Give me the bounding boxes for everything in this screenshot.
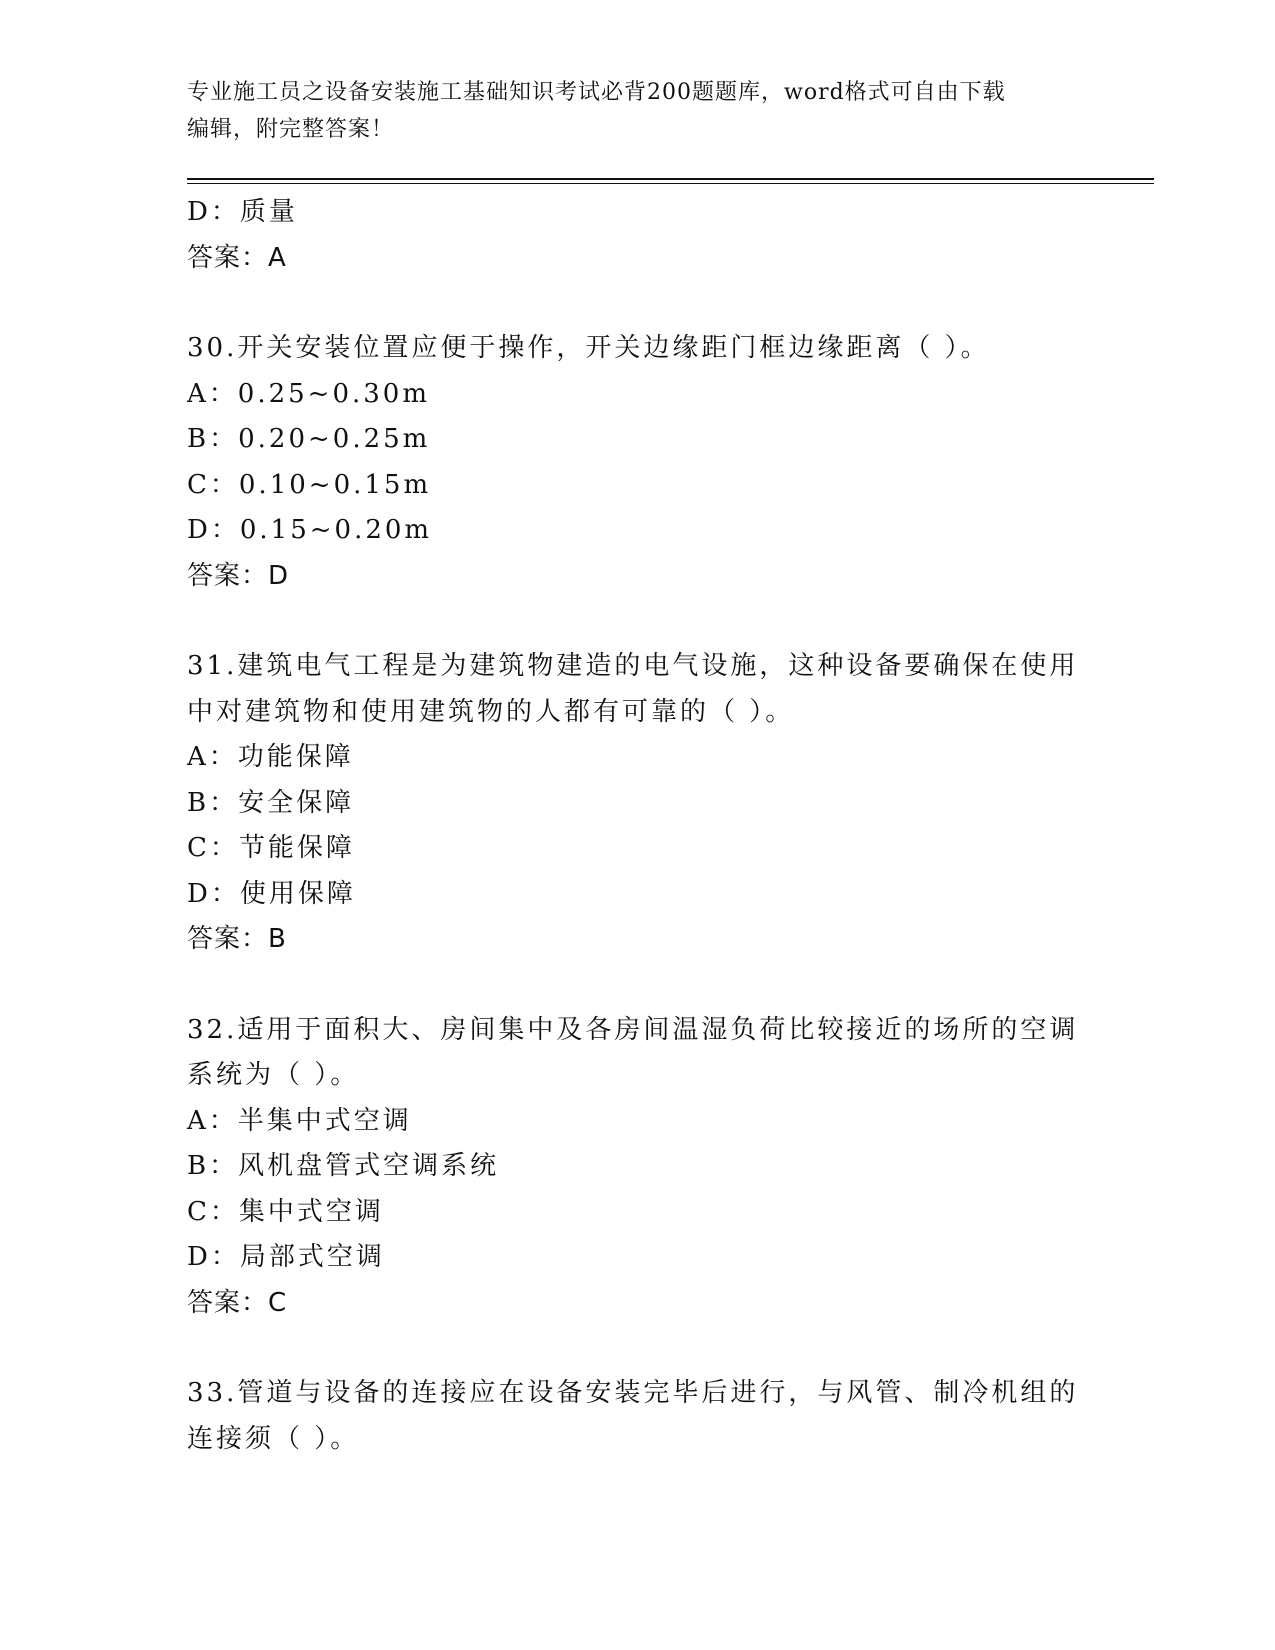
question-list bbox=[187, 190, 1087, 1462]
option-d: D：0.15~0.20m bbox=[187, 515, 433, 545]
option-d: D：质量 bbox=[187, 197, 298, 227]
option-c: C：集中式空调 bbox=[187, 1196, 384, 1227]
option-d: D：局部式空调 bbox=[187, 1242, 385, 1272]
question-stem: 31.建筑电气工程是为建筑物建造的电气设施，这种设备要确保在使用 bbox=[187, 651, 1079, 681]
header-title-line-1: 专业施工员之设备安装施工基础知识考试必背200题题库，word格式可自由下载 bbox=[187, 80, 1006, 105]
question-stem-continued: 中对建筑物和使用建筑物的人都有可靠的（ ）。 bbox=[187, 696, 795, 727]
question-stem: 33.管道与设备的连接应在设备安装完毕后进行，与风管、制冷机组的 bbox=[187, 1378, 1079, 1408]
question-30 bbox=[187, 326, 1087, 599]
question-stem: 30.开关安装位置应便于操作，开关边缘距门框边缘距离（ ）。 bbox=[187, 333, 990, 363]
option-b: B：安全保障 bbox=[187, 787, 355, 818]
option-c: C：0.10~0.15m bbox=[187, 469, 432, 500]
question-29-tail bbox=[187, 190, 1087, 281]
option-c: C：节能保障 bbox=[187, 833, 355, 863]
question-33 bbox=[187, 1371, 1087, 1462]
header-rule-thick bbox=[187, 178, 1154, 180]
spacer bbox=[187, 963, 1087, 1008]
spacer bbox=[187, 599, 1087, 644]
question-31 bbox=[187, 644, 1087, 963]
option-a: A：功能保障 bbox=[187, 742, 354, 772]
question-stem: 32.适用于面积大、房间集中及各房间温湿负荷比较接近的场所的空调 bbox=[187, 1014, 1079, 1045]
answer-line: 答案：D bbox=[187, 560, 290, 591]
header-title-line-2: 编辑，附完整答案！ bbox=[187, 117, 395, 142]
answer-line: 答案：B bbox=[187, 924, 287, 954]
option-a: A：0.25~0.30m bbox=[187, 378, 430, 409]
answer-line: 答案：C bbox=[187, 1287, 288, 1318]
question-32 bbox=[187, 1008, 1087, 1327]
answer-line: 答案：A bbox=[187, 242, 287, 273]
option-d: D：使用保障 bbox=[187, 878, 356, 909]
question-stem-continued: 连接须（ ）。 bbox=[187, 1423, 360, 1454]
option-b: B：0.20~0.25m bbox=[187, 424, 431, 454]
spacer bbox=[187, 1326, 1087, 1371]
page-header bbox=[187, 74, 1067, 148]
spacer bbox=[187, 281, 1087, 326]
option-a: A：半集中式空调 bbox=[187, 1105, 412, 1136]
question-stem-continued: 系统为（ ）。 bbox=[187, 1060, 360, 1090]
option-b: B：风机盘管式空调系统 bbox=[187, 1151, 500, 1181]
header-rule-thin bbox=[187, 183, 1154, 184]
